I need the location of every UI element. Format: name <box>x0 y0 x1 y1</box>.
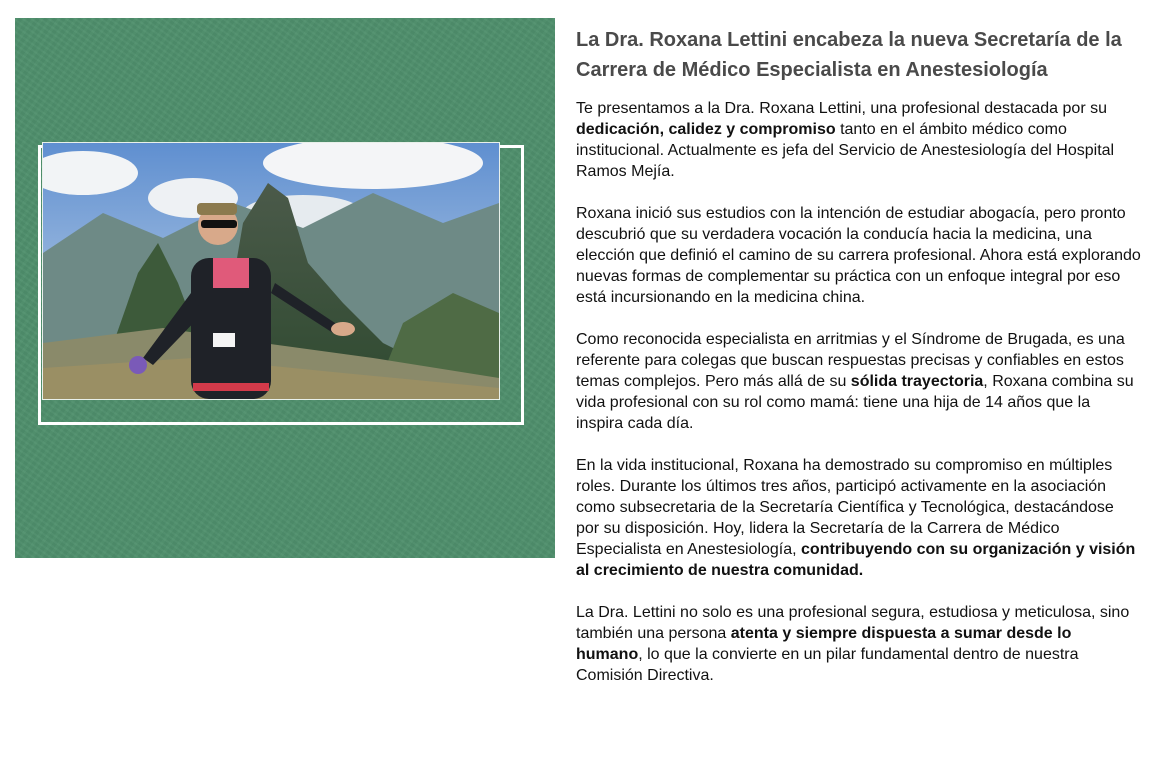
paragraph-5 <box>576 602 1141 686</box>
article-title: La Dra. Roxana Lettini encabeza la nueva Secretaría de la Carrera de Médico Especialista en Anestesiología <box>576 29 1122 81</box>
paragraph-3 <box>576 329 1141 434</box>
portrait-photo <box>42 142 500 400</box>
text-segment: Te presentamos a la Dra. Roxana Lettini, una profesional destacada por su <box>576 100 1107 117</box>
text-segment: , Roxana combina su vida profesional con su rol como mamá: tiene una hija de 14 años que la inspira cada día. <box>576 373 1134 432</box>
text-segment: tanto en el ámbito médico como institucional. Actualmente es jefa del Servicio de Anestesiología del Hospital Ramos Mejía. <box>576 121 1115 180</box>
paragraph-4 <box>576 455 1141 581</box>
text-segment: En la vida institucional, Roxana ha demostrado su compromiso en múltiples roles. Durante los últimos tres años, participó activamente en la asociación como subsecretaria de la Secretaría Científica y Tecnológica, destacándose por su disposición. Hoy, lidera la Secretaría de la Carrera de Médico Especialista en Anestesiología, <box>576 457 1114 558</box>
bold-segment: dedicación, calidez y compromiso <box>576 121 836 138</box>
paragraph-1 <box>576 98 1141 182</box>
article <box>576 26 1141 707</box>
bold-segment: sólida trayectoria <box>850 373 984 390</box>
text-segment: , lo que la convierte en un pilar fundamental dentro de nuestra Comisión Directiva. <box>576 646 1079 684</box>
paragraph-2: Roxana inició sus estudios con la intención de estudiar abogacía, pero pronto descubrió que su verdadera vocación la conducía hacia la medicina, una elección que definió el camino de su carrera profesional. Ahora está explorando nuevas formas de complementar su práctica con un enfoque integral por eso está incursionando en la medicina china. <box>576 205 1141 306</box>
text-segment: Como reconocida especialista en arritmias y el Síndrome de Brugada, es una referente para colegas que buscan respuestas precisas y confiables en estos temas complejos. Pero más allá de su <box>576 331 1125 390</box>
bold-segment: contribuyendo con su organización y visión al crecimiento de nuestra comunidad. <box>576 541 1136 579</box>
bold-segment: atenta y siempre dispuesta a sumar desde lo humano <box>576 625 1072 663</box>
text-segment: La Dra. Lettini no solo es una profesional segura, estudiosa y meticulosa, sino también una persona <box>576 604 1130 642</box>
